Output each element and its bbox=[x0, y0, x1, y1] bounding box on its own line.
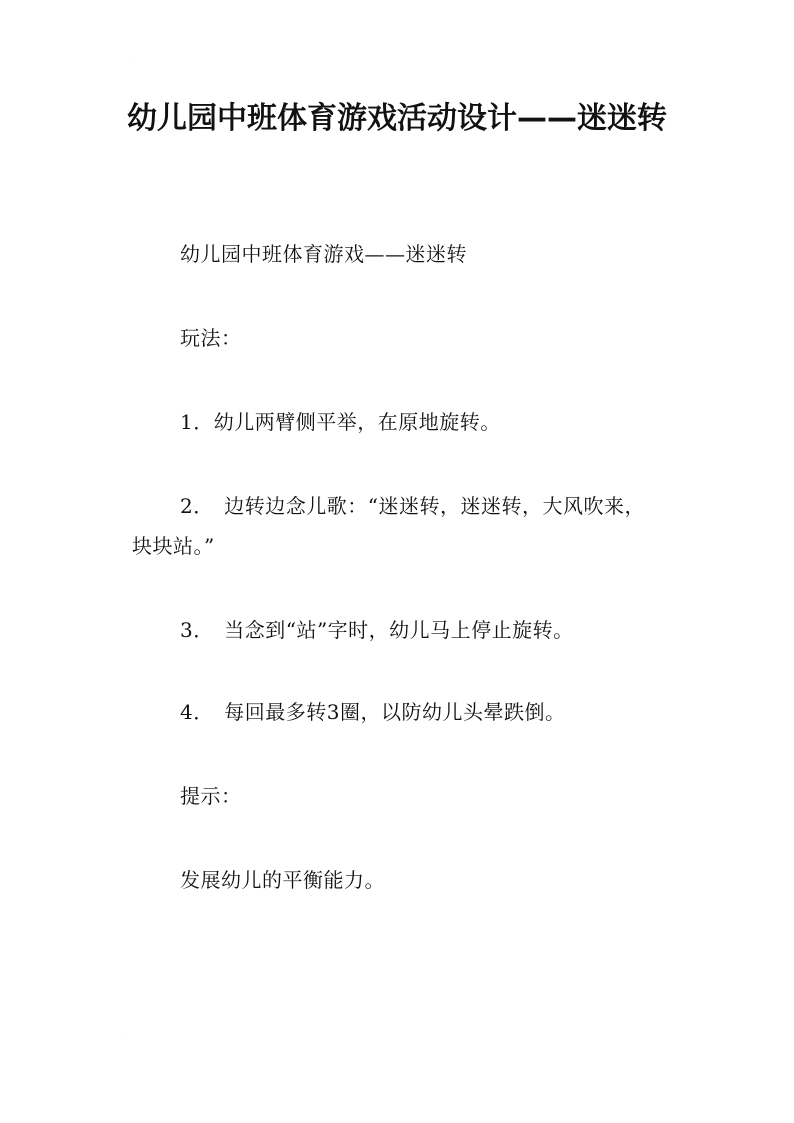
paragraph-rules-heading: 玩法： bbox=[180, 326, 242, 350]
paragraph-rule-2: 2． 边转边念儿歌：“迷迷转，迷迷转，大风吹来，块块站。” bbox=[132, 494, 645, 558]
paragraph-tip: 发展幼儿的平衡能力。 bbox=[180, 868, 385, 892]
document-title: 幼儿园中班体育游戏活动设计——迷迷转 bbox=[127, 101, 667, 136]
paragraph-rule-3: 3． 当念到“站”字时，幼儿马上停止旋转。 bbox=[180, 618, 574, 642]
paragraph-rule-1: 1．幼儿两臂侧平举，在原地旋转。 bbox=[180, 410, 501, 434]
paragraph-rule-4: 4． 每回最多转3圈，以防幼儿头晕跌倒。 bbox=[180, 700, 566, 724]
paragraph-tips-heading: 提示： bbox=[180, 784, 242, 808]
corner-mark-bottom: · bbox=[124, 1031, 126, 1038]
corner-mark-top: · bbox=[130, 61, 132, 68]
paragraph-subtitle: 幼儿园中班体育游戏——迷迷转 bbox=[180, 242, 467, 266]
